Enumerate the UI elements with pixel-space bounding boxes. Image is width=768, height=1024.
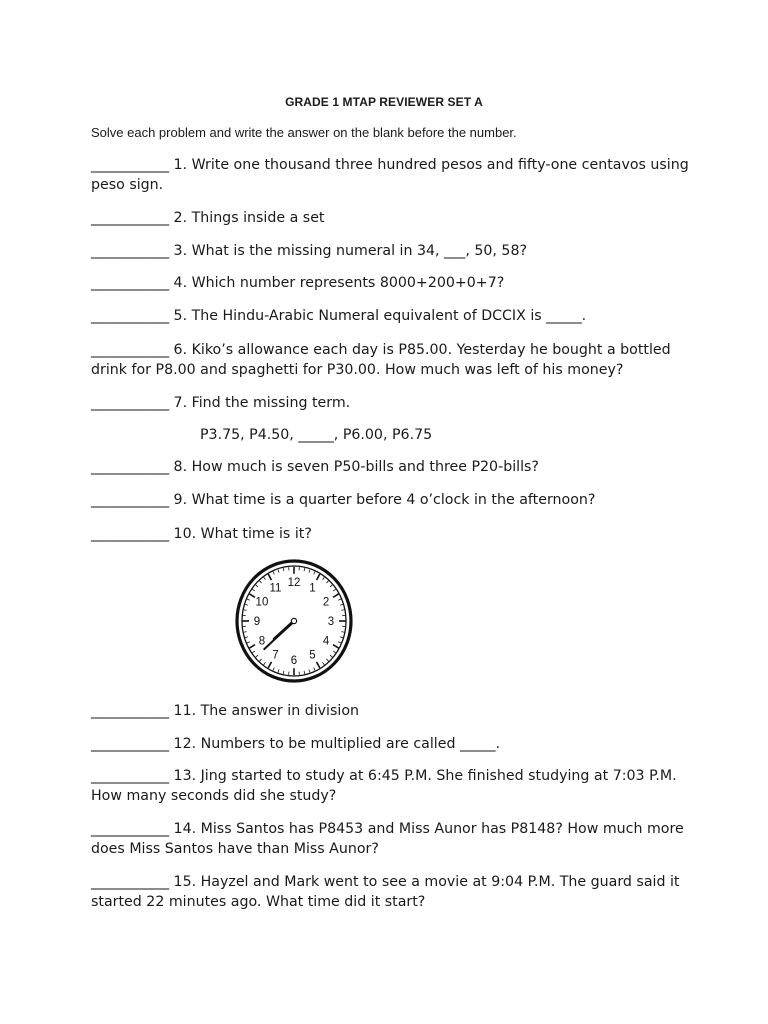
question-3 (91, 241, 691, 261)
worksheet-title: GRADE 1 MTAP REVIEWER SET A (285, 95, 483, 109)
answer-blank: ___________ (91, 526, 170, 542)
answer-blank: ___________ (91, 243, 170, 259)
question-2 (91, 208, 691, 228)
clock-center-pin (291, 618, 296, 623)
question-text: 9. What time is a quarter before 4 o’clock in the afternoon? (173, 492, 596, 508)
answer-blank: ___________ (91, 157, 170, 173)
question-text: 5. The Hindu-Arabic Numeral equivalent of DCCIX is _____. (173, 308, 587, 324)
answer-blank: ___________ (91, 210, 170, 226)
clock-number: 3 (327, 616, 335, 628)
question-11 (91, 701, 691, 721)
question-12 (91, 734, 691, 754)
question-5 (91, 306, 691, 326)
answer-blank: ___________ (91, 395, 170, 411)
question-text: 11. The answer in division (173, 703, 360, 719)
clock-number: 5 (309, 649, 316, 662)
answer-blank: ___________ (91, 736, 170, 752)
question-text: 2. Things inside a set (173, 210, 325, 226)
clock-illustration (235, 558, 355, 683)
instructions: Solve each problem and write the answer on the blank before the number. (91, 125, 517, 140)
question-text: 4. Which number represents 8000+200+0+7? (173, 275, 505, 291)
clock-number: 11 (269, 582, 282, 595)
clock-number: 8 (258, 635, 266, 648)
clock-number: 2 (322, 596, 330, 609)
clock-number: 6 (290, 654, 298, 667)
clock-number: 12 (287, 577, 301, 590)
answer-blank: ___________ (91, 768, 170, 784)
question-4 (91, 273, 691, 293)
question-6 (91, 340, 691, 380)
answer-blank: ___________ (91, 275, 170, 291)
question-text: 13. Jing started to study at 6:45 P.M. She finished studying at 7:03 P.M. How many seconds did she study? (91, 768, 677, 804)
clock-number: 7 (272, 649, 279, 662)
answer-blank: ___________ (91, 874, 170, 890)
question-text: 15. Hayzel and Mark went to see a movie at 9:04 P.M. The guard said it started 22 minutes ago. What time did it start? (91, 874, 680, 910)
question-text: 12. Numbers to be multiplied are called _____. (173, 736, 500, 752)
clock-number: 9 (253, 616, 261, 628)
question-7-sequence: P3.75, P4.50, _____, P6.00, P6.75 (200, 427, 433, 443)
question-text: 8. How much is seven P50-bills and three P20-bills? (173, 459, 539, 475)
question-15 (91, 872, 691, 912)
question-14 (91, 819, 691, 859)
answer-blank: ___________ (91, 308, 170, 324)
answer-blank: ___________ (91, 821, 170, 837)
question-text: 1. Write one thousand three hundred pesos and fifty-one centavos using peso sign. (91, 157, 689, 193)
question-text: 7. Find the missing term. (173, 395, 351, 411)
question-text: 3. What is the missing numeral in 34, ___, 50, 58? (173, 243, 527, 259)
question-13 (91, 766, 691, 806)
question-10 (91, 524, 691, 544)
question-text: 6. Kiko’s allowance each day is P85.00. Yesterday he bought a bottled drink for P8.00 and spaghetti for P30.00. How much was left of his money? (91, 342, 671, 378)
clock-number: 1 (309, 582, 316, 595)
clock-number: 10 (255, 596, 269, 609)
clock-number: 4 (322, 635, 330, 648)
answer-blank: ___________ (91, 492, 170, 508)
question-1 (91, 155, 691, 195)
question-9 (91, 490, 691, 510)
question-text: 10. What time is it? (173, 526, 312, 542)
question-7 (91, 393, 691, 413)
question-8 (91, 457, 691, 477)
question-text: 14. Miss Santos has P8453 and Miss Aunor has P8148? How much more does Miss Santos have than Miss Aunor? (91, 821, 684, 857)
answer-blank: ___________ (91, 459, 170, 475)
answer-blank: ___________ (91, 342, 170, 358)
answer-blank: ___________ (91, 703, 170, 719)
